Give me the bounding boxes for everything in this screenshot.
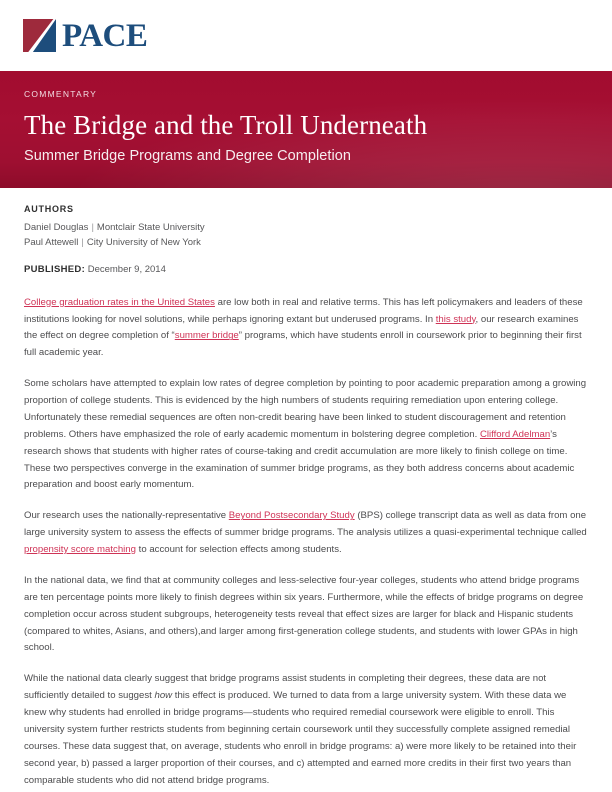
body-link[interactable]: summer bridge — [174, 330, 239, 342]
author-name: Paul Attewell — [24, 237, 79, 248]
authors-list — [24, 220, 588, 251]
body-paragraph — [24, 573, 588, 657]
article-subtitle: Summer Bridge Programs and Degree Completion — [24, 148, 351, 165]
author-row — [24, 235, 588, 250]
body-link[interactable]: College graduation rates in the United States — [24, 296, 215, 308]
body-text: While the national data clearly suggest that bridge programs assist students in completing their degrees, these data are not sufficiently detailed to suggest — [24, 673, 547, 702]
pace-wordmark: PACE — [62, 18, 148, 54]
article-meta — [0, 188, 612, 278]
pace-logo[interactable] — [23, 19, 147, 52]
body-text: to account for selection effects among students. — [135, 544, 342, 555]
article-title: The Bridge and the Troll Underneath — [24, 110, 428, 140]
body-paragraph — [24, 376, 588, 494]
body-paragraph — [24, 671, 588, 789]
body-text: are low both in real and relative terms. This has left policymakers and leaders of these institutions looking for novel solutions, while perhaps ignoring extant but underused programs. In — [24, 296, 583, 325]
author-name: Daniel Douglas — [24, 221, 89, 233]
body-text: In the national data, we find that at community colleges and less-selective four-year colleges, students who attend bridge programs are ten percentage points more likely to finish degrees within six years. Furthermore, while the effects of bridge programs on degree completion occur across student subgroups, heterogeneity tests reveal that effect sizes are larger for black and Hispanic students (compared to whites, Asians, and others),and larger among first-generation college students, and students with lower GPAs in high school. — [24, 574, 584, 654]
author-separator: | — [81, 237, 84, 248]
body-text: this effect is produced. We turned to data from a large university system. With these data we knew why students had enrolled in bridge programs—students who required remedial coursework were eligible to enroll. This university system further restricts students from beginning certain coursework until they successfully complete assigned remedial courses. These data suggest that, on average, students who enroll in bridge programs: a) were more likely to be retained into their second year, b) passed a larger proportion of their courses, and c) attempted and earned more credits in their first two years than comparable students who did not attend bridge programs. — [24, 690, 577, 786]
emphasis-text: how — [154, 690, 173, 702]
pace-logo-mark-icon — [23, 19, 56, 52]
body-text: Some scholars have attempted to explain low rates of degree completion by pointing to poor academic preparation among a growing proportion of college students. This is evidenced by the high numbers of students requiring remediation upon entering college. Unfortunately these remedial sequences are often non-credit bearing have been linked to student discouragement and retention problems. Others have emphasized the role of early academic momentum in bolstering degree completion. — [24, 378, 587, 440]
article-kicker: COMMENTARY — [24, 89, 98, 99]
body-text: ’s research shows that students with higher rates of course-taking and credit accumulation are more likely to finish college on time. These two perspectives converge in the examination of summer bridge programs, as they both address concerns about academic preparation and boost early momentum. — [24, 428, 575, 491]
body-text: ” programs, which have students enroll in coursework prior to beginning their first full academic year. — [24, 330, 582, 359]
published-line — [24, 263, 588, 277]
body-link[interactable]: Clifford Adelman — [479, 428, 551, 440]
body-text: (BPS) college transcript data as well as data from one large university system to assess the effects of summer bridge programs. The analysis utilizes a quasi-experimental technique called — [24, 510, 587, 539]
body-link[interactable]: propensity score matching — [24, 544, 136, 555]
author-affiliation: Montclair State University — [96, 221, 205, 233]
body-link[interactable]: Beyond Postsecondary Study — [228, 510, 355, 522]
published-label: PUBLISHED: — [24, 264, 86, 276]
author-separator: | — [91, 221, 94, 233]
authors-heading: AUTHORS — [24, 203, 74, 214]
body-text: , our research examines the effect on degree completion of “ — [24, 313, 579, 342]
body-paragraph — [24, 295, 588, 363]
author-affiliation: City University of New York — [86, 237, 201, 248]
body-link[interactable]: this study — [435, 313, 476, 325]
site-masthead — [0, 0, 612, 71]
article-body — [0, 295, 612, 790]
published-date: December 9, 2014 — [87, 264, 166, 276]
body-text: Our research uses the nationally-representative — [24, 510, 229, 522]
published-label-text: PUBLISHED — [24, 264, 82, 276]
author-row — [24, 220, 588, 235]
body-paragraph — [24, 508, 588, 559]
article-banner — [0, 71, 612, 188]
